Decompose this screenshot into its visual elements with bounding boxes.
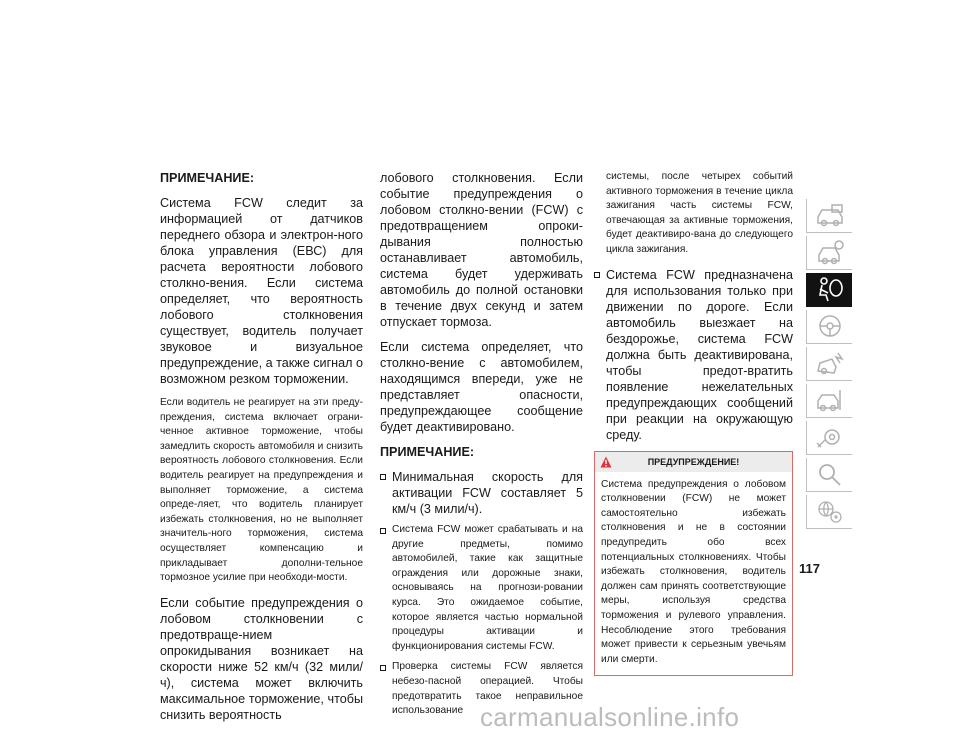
- chapter-tabs: [806, 199, 852, 532]
- airbag-safety-icon: [814, 275, 846, 303]
- list-item-text: Минимальная скорость для активации FCW составляет 5 км/ч (3 мили/ч).: [392, 470, 583, 516]
- tab-info[interactable]: [806, 236, 852, 270]
- car-dashboard-icon: [814, 201, 846, 229]
- paragraph: Если система определяет, что столкно-вение с автомобилем, находящимся впереди, уже не представляет опасности, предупреждающее сообщение будет деактивировано.: [380, 340, 583, 434]
- car-crash-icon: [814, 349, 846, 377]
- checkbox-bullet-icon: [380, 528, 386, 534]
- page-number: 117: [799, 561, 820, 576]
- list-item-text: Система FCW может срабатывать и на другие предметы, помимо автомобилей, такие как защитные ограждения или дорожные знаки, основываясь на прогнози-ровании курса. Это ожидаемое событие, которое является частью нормальной процедуры активации и функционирования системы FCW.: [392, 524, 583, 652]
- checkbox-bullet-icon: [594, 272, 600, 278]
- paragraph: Если водитель не реагирует на эти преду-преждения, система включает ограни-ченное активное торможение, чтобы замедлить скорость автомобиля и снизить вероятность лобового столкновения. Если водитель реагирует на предупреждения и выполняет торможение, а система опреде-ляет, что водитель планирует избежать столкновения, но не выполняет значитель-ного торможения, система осуществляет компенсацию и прикладывает дополни-тельное тормозное усилие при необходи-мости.: [160, 397, 363, 584]
- warning-text: Система предупреждения о лобовом столкновении (FCW) не может самостоятельно избежать столкновения и не в состоянии предупредить обо всех потенциальных столкновениях. Чтобы избежать столкновения, водитель должен сам принять соответствующие меры, используя средства торможения и рулевого управления. Несоблюдение этого требования может привести к серьезным увечьям или смерти.: [601, 478, 786, 665]
- steering-wheel-icon: [814, 312, 846, 340]
- text-column-1: [160, 170, 363, 732]
- tab-index[interactable]: [806, 458, 852, 492]
- tab-safety[interactable]: [806, 273, 852, 307]
- warning-box: [594, 451, 793, 677]
- watermark: carmanualsonline.info: [480, 702, 740, 732]
- car-info-icon: [814, 238, 846, 266]
- tab-languages[interactable]: [806, 495, 852, 529]
- note-heading: ПРИМЕЧАНИЕ:: [160, 171, 255, 185]
- tab-driving[interactable]: [806, 310, 852, 344]
- list-item: [380, 523, 583, 654]
- list-item-text: Проверка системы FCW является небезо-пасной операцией. Чтобы предотвратить такое неправильное использование: [392, 661, 583, 717]
- car-service-icon: [814, 386, 846, 414]
- language-icon: [814, 497, 846, 525]
- text-column-3: [594, 170, 793, 676]
- tab-emergency[interactable]: [806, 347, 852, 381]
- paragraph: лобового столкновения. Если событие предупреждения о лобовом столкно-вении (FCW) с предотвращением опроки-дывания полностью останавливает автомобиль, система будет удерживать автомобиль до полной остановки в течение двух секунд и затем отпускает тормоза.: [380, 171, 583, 329]
- warning-header: [595, 452, 792, 472]
- paragraph: Если событие предупреждения о лобовом столкновении с предотвраще-нием опрокидывания возникает на скорости ниже 52 км/ч (32 мили/ч), система может включить максимальное торможение, чтобы снизить вероятность: [160, 595, 363, 722]
- note-list: [594, 267, 793, 443]
- wrench-gear-icon: [814, 423, 846, 451]
- paragraph: Система FCW следит за информацией от датчиков переднего обзора и электрон-ного блока управления (ЕВС) для расчета вероятности лобового столкно-вения. Если система определяет, что вероятность лобового столкновения существует, водитель получает звуковое и визуальное предупреждение, а также сигнал о возможном резком торможении.: [160, 196, 363, 386]
- list-item: [380, 469, 583, 517]
- list-item-continuation: системы, после четырех событий активного торможения в течение цикла зажигания часть системы FCW, отвечающая за активные торможения, будет деактивиро-вана до следующего цикла зажигания.: [606, 171, 793, 255]
- note-list: [380, 469, 583, 719]
- text-column-2: [380, 170, 583, 725]
- warning-title: ПРЕДУПРЕЖДЕНИЕ!: [647, 456, 740, 467]
- list-item-text: Система FCW предназначена для использования только при движении по дороге. Если автомобиль выезжает на бездорожье, система FCW должна быть деактивирована, чтобы предот-вратить появление нежелательных предупреждающих сообщений при реакции на окружающую среду.: [606, 267, 793, 442]
- tab-maintenance[interactable]: [806, 421, 852, 455]
- list-item: [594, 267, 793, 443]
- warning-triangle-icon: [600, 456, 612, 468]
- tab-dashboard[interactable]: [806, 199, 852, 233]
- magnifier-icon: [814, 460, 846, 488]
- checkbox-bullet-icon: [380, 665, 386, 671]
- note-heading: ПРИМЕЧАНИЕ:: [380, 445, 475, 459]
- checkbox-bullet-icon: [380, 474, 386, 480]
- tab-service[interactable]: [806, 384, 852, 418]
